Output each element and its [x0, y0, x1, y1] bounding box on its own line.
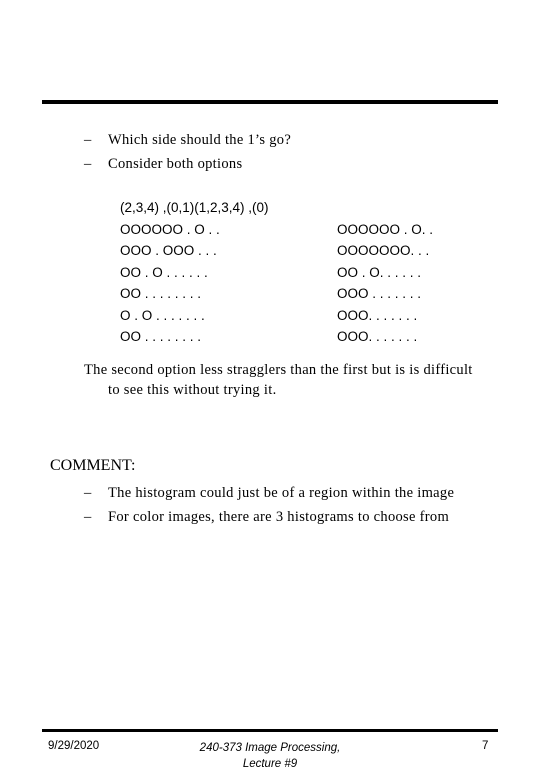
code-line: OO . . . . . . . . — [120, 329, 202, 344]
code-line: OOOOOO . O . . — [120, 221, 220, 237]
top-divider — [42, 100, 498, 104]
footer-date: 9/29/2020 — [48, 740, 100, 752]
bullet-dash: – — [84, 509, 92, 525]
bullet-dash: – — [84, 156, 92, 172]
paragraph-line: to see this without trying it. — [108, 382, 277, 398]
paragraph-line: The second option less stragglers than the first but is is difficult — [84, 362, 473, 378]
code-line: OOO. . . . . . . — [337, 329, 418, 344]
bullet-dash: – — [84, 132, 92, 148]
left-option-listing — [120, 197, 269, 348]
bullet-text: Which side should the 1’s go? — [108, 132, 292, 148]
code-line: OOOOOOO. . . — [337, 243, 430, 258]
footer-title-line: Lecture #9 — [242, 758, 298, 770]
bullet-text: Consider both options — [108, 156, 243, 172]
footer-title-line: 240-373 Image Processing, — [199, 742, 341, 754]
code-line: (2,3,4) ,(0,1)(1,2,3,4) ,(0) — [120, 200, 269, 215]
code-line: O . O . . . . . . . — [120, 307, 205, 323]
code-line: OOO . . . . . . . — [337, 286, 422, 301]
code-line: OOO. . . . . . . — [337, 307, 418, 323]
bullet-dash: – — [84, 485, 92, 501]
footer-page-number: 7 — [482, 740, 489, 752]
code-line: OOOOOO . O. . — [337, 221, 434, 237]
right-option-listing — [337, 219, 433, 348]
explanation-paragraph — [84, 360, 504, 400]
code-line: OO . . . . . . . . — [120, 286, 202, 301]
comment-heading: COMMENT: — [50, 457, 136, 474]
bottom-divider — [42, 729, 498, 732]
code-line: OO . O. . . . . . — [337, 264, 422, 280]
footer-course-title — [170, 740, 370, 772]
bullet-text: The histogram could just be of a region within the image — [108, 485, 455, 501]
code-line: OO . O . . . . . . — [120, 264, 208, 280]
code-line: OOO . OOO . . . — [120, 243, 217, 258]
bullet-text: For color images, there are 3 histograms to choose from — [108, 509, 450, 525]
